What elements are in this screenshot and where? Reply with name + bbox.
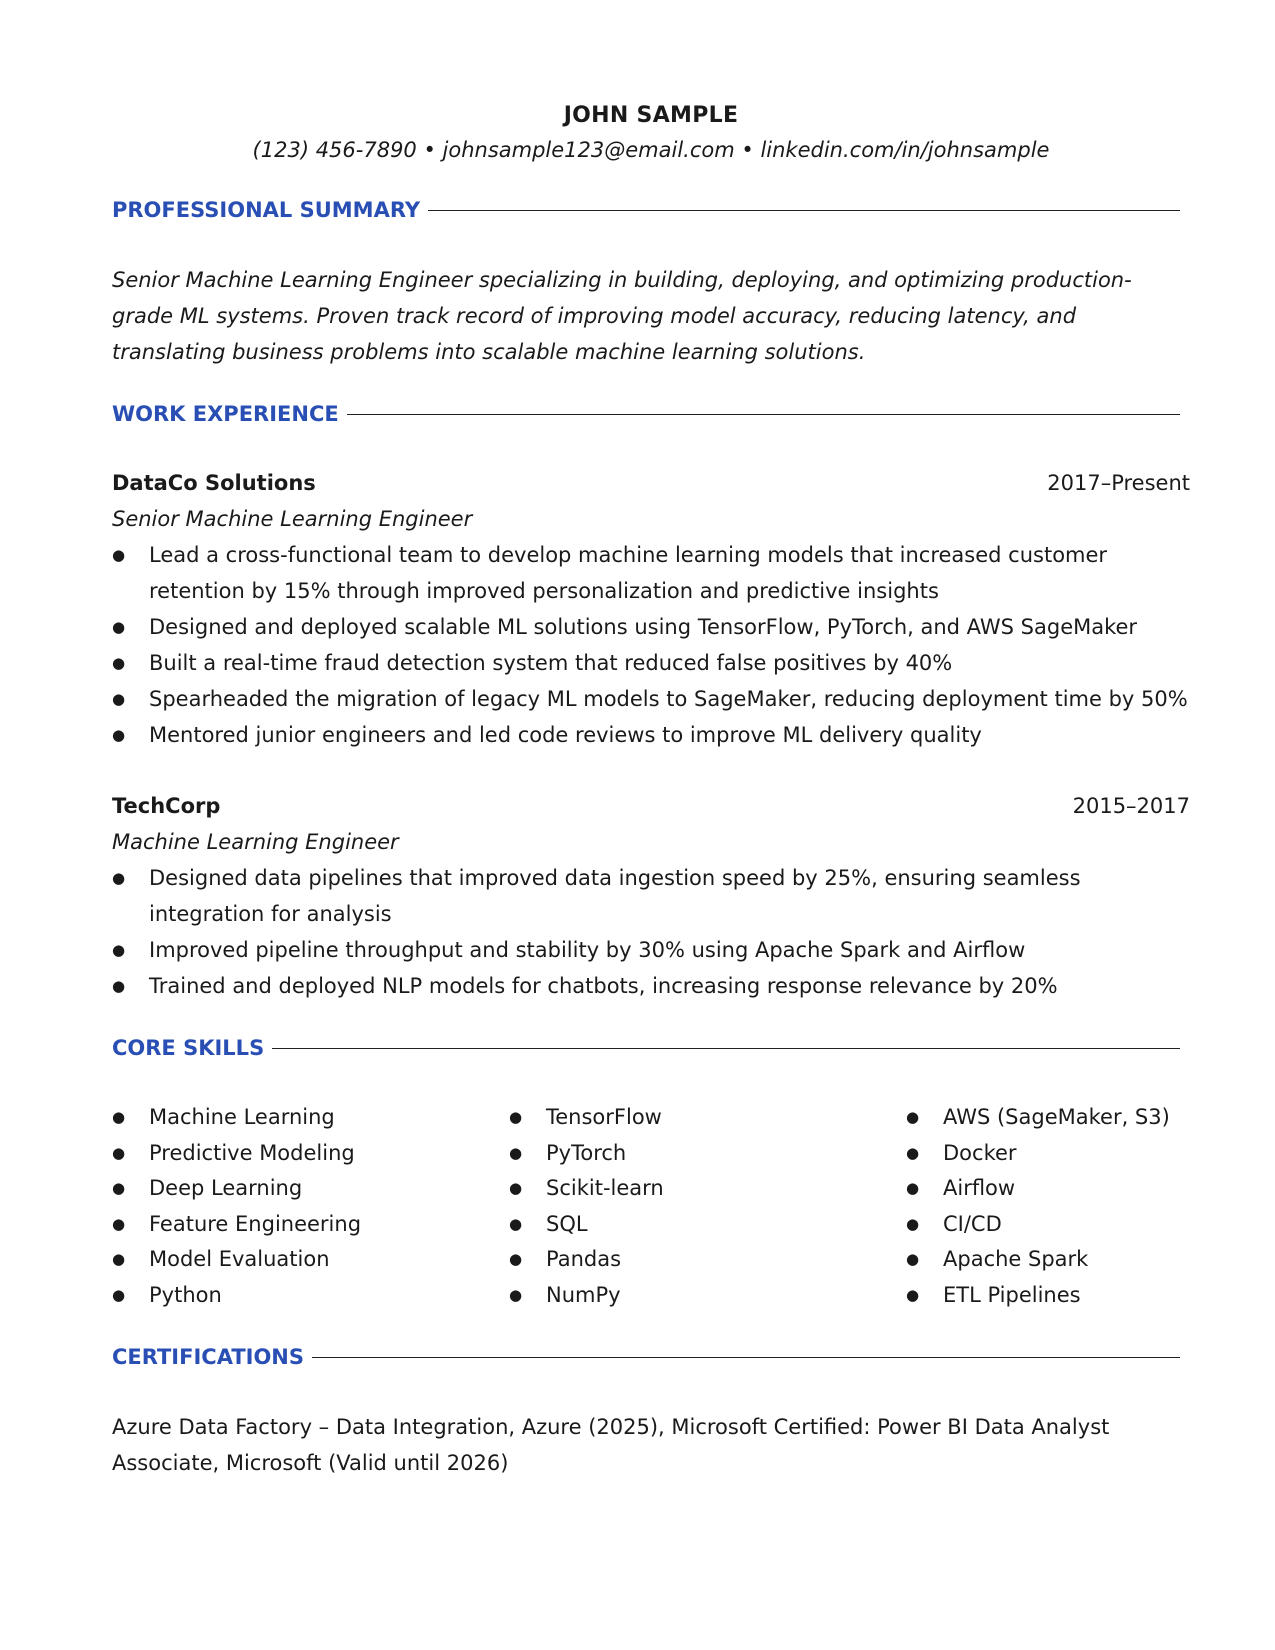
- resume-page: [112, 100, 1190, 1481]
- job-bullets: [112, 860, 1190, 1004]
- job-bullet: ● Trained and deployed NLP models for chatbots, increasing response relevance by 20%: [112, 968, 1190, 1004]
- section-header-certifications: [112, 1341, 1190, 1373]
- contact-line: (123) 456-7890 • johnsample123@email.com • linkedin.com/in/johnsample: [252, 138, 1050, 162]
- skill-item: ● Feature Engineering: [112, 1207, 509, 1243]
- certifications-text: Azure Data Factory – Data Integration, Azure (2025), Microsoft Certified: Power BI Data Analyst Associate, Microsoft (Valid until 2026): [112, 1415, 1110, 1475]
- job-bullet: ● Lead a cross-functional team to develop machine learning models that increased customer retention by 15% through improved personalization and predictive insights: [112, 537, 1190, 609]
- skill-item: ● NumPy: [509, 1278, 906, 1314]
- section-title-skills: CORE SKILLS: [112, 1036, 265, 1060]
- job-entry-techcorp: [112, 789, 1190, 1004]
- section-title-certifications: CERTIFICATIONS: [112, 1345, 305, 1369]
- skill-item: ● Docker: [906, 1136, 1190, 1172]
- skill-item: ● Pandas: [509, 1242, 906, 1278]
- job-bullet: ● Improved pipeline throughput and stability by 30% using Apache Spark and Airflow: [112, 932, 1190, 968]
- skill-item: ● TensorFlow: [509, 1100, 906, 1136]
- job-bullet: ● Mentored junior engineers and led code reviews to improve ML delivery quality: [112, 717, 1190, 753]
- skills-column-3: [906, 1100, 1190, 1313]
- section-title-summary: PROFESSIONAL SUMMARY: [112, 198, 421, 222]
- job-dates: 2017–Present: [1047, 471, 1190, 495]
- skills-column-2: [509, 1100, 906, 1313]
- candidate-name: JOHN SAMPLE: [563, 103, 739, 128]
- skills-grid: [112, 1100, 1190, 1313]
- section-divider: [272, 1048, 1180, 1049]
- job-role: Senior Machine Learning Engineer: [112, 507, 473, 531]
- job-company: DataCo Solutions: [112, 471, 316, 495]
- skill-item: ● Python: [112, 1278, 509, 1314]
- job-bullet: ● Built a real-time fraud detection system that reduced false positives by 40%: [112, 645, 1190, 681]
- section-divider: [428, 210, 1180, 211]
- skill-item: ● Apache Spark: [906, 1242, 1190, 1278]
- job-entry-dataco: [112, 466, 1190, 753]
- skill-item: ● Airflow: [906, 1171, 1190, 1207]
- section-divider: [312, 1357, 1180, 1358]
- skill-item: ● CI/CD: [906, 1207, 1190, 1243]
- job-bullet: ● Designed and deployed scalable ML solutions using TensorFlow, PyTorch, and AWS SageMaker: [112, 609, 1190, 645]
- skills-column-1: [112, 1100, 509, 1313]
- skill-item: ● PyTorch: [509, 1136, 906, 1172]
- skill-item: ● Scikit-learn: [509, 1171, 906, 1207]
- skill-item: ● Deep Learning: [112, 1171, 509, 1207]
- job-bullet: ● Spearheaded the migration of legacy ML models to SageMaker, reducing deployment time by 50%: [112, 681, 1190, 717]
- summary-text: Senior Machine Learning Engineer specializing in building, deploying, and optimizing production-grade ML systems. Proven track record of improving model accuracy, reducing latency, and translating business problems into scalable machine learning solutions.: [112, 268, 1132, 364]
- section-header-experience: [112, 398, 1190, 430]
- skill-item: ● ETL Pipelines: [906, 1278, 1190, 1314]
- job-role: Machine Learning Engineer: [112, 830, 399, 854]
- job-dates: 2015–2017: [1072, 794, 1190, 818]
- skill-item: ● AWS (SageMaker, S3): [906, 1100, 1190, 1136]
- skill-item: ● Predictive Modeling: [112, 1136, 509, 1172]
- section-header-summary: [112, 194, 1190, 226]
- job-bullet: ● Designed data pipelines that improved data ingestion speed by 25%, ensuring seamless integration for analysis: [112, 860, 1190, 932]
- section-header-skills: [112, 1032, 1190, 1064]
- skill-item: ● Model Evaluation: [112, 1242, 509, 1278]
- job-bullets: [112, 537, 1190, 753]
- job-company: TechCorp: [112, 794, 221, 818]
- section-title-experience: WORK EXPERIENCE: [112, 402, 339, 426]
- skill-item: ● SQL: [509, 1207, 906, 1243]
- skill-item: ● Machine Learning: [112, 1100, 509, 1136]
- section-divider: [347, 414, 1180, 415]
